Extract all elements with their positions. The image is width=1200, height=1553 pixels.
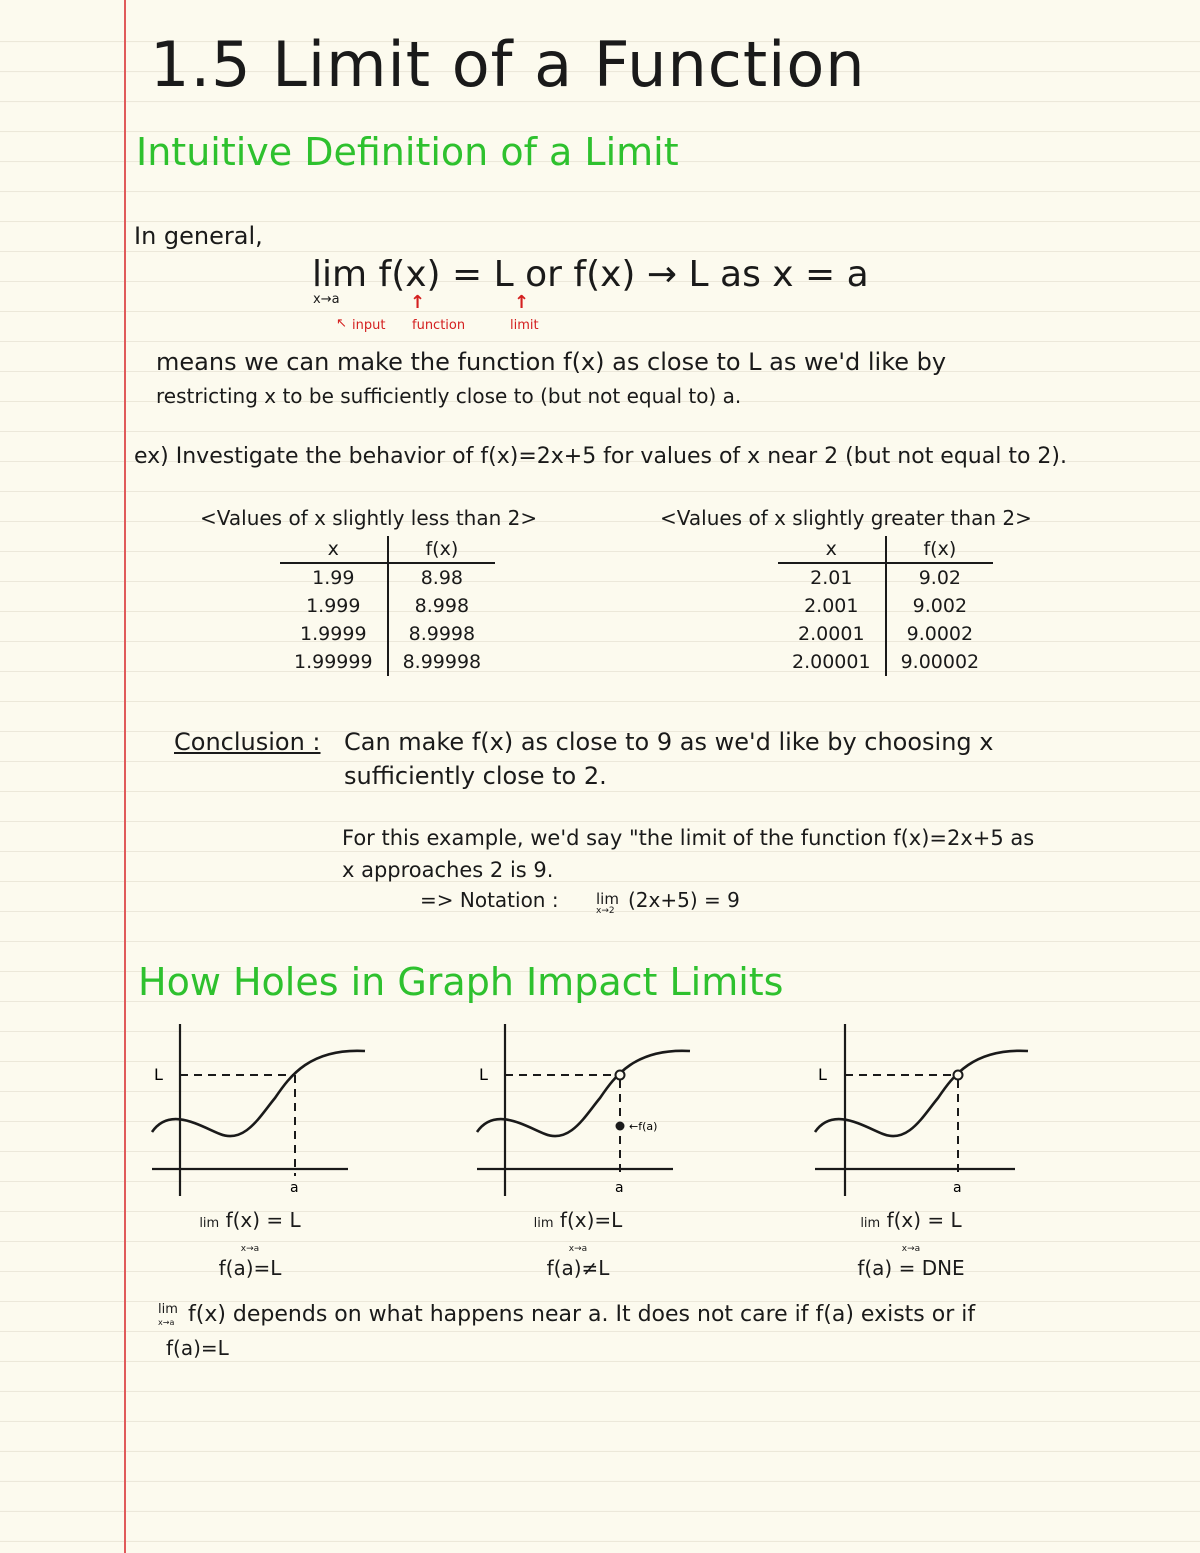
notation-lim: lim bbox=[596, 890, 619, 908]
example-say-line-2: x approaches 2 is 9. bbox=[342, 858, 554, 882]
page-title: 1.5 Limit of a Function bbox=[150, 28, 866, 101]
table-row bbox=[778, 563, 993, 592]
graph-1-svg bbox=[140, 1016, 380, 1201]
graph-3-cap-line2: f(a) = DNE bbox=[857, 1256, 965, 1280]
graph-3-svg bbox=[800, 1016, 1040, 1201]
graph-1-L-label: L bbox=[154, 1065, 163, 1084]
table-row bbox=[280, 563, 495, 592]
graph-3-cap-sub: x→a bbox=[901, 1244, 921, 1254]
graph-3-cap-lim: lim bbox=[860, 1216, 881, 1231]
graph-1-a-label: a bbox=[290, 1180, 299, 1196]
left-table-caption: <Values of x slightly less than 2> bbox=[200, 506, 538, 530]
table-cell: 2.01 bbox=[778, 563, 886, 592]
table-row bbox=[280, 648, 495, 676]
graph-3-a-label: a bbox=[953, 1180, 962, 1196]
table-cell: 2.0001 bbox=[778, 620, 886, 648]
graph-2-hole-point bbox=[616, 1071, 625, 1080]
table-row bbox=[778, 620, 993, 648]
table-cell: 9.0002 bbox=[906, 623, 974, 645]
table-cell: 2.00001 bbox=[778, 648, 886, 676]
example-prompt: ex) Investigate the behavior of f(x)=2x+5 for values of x near 2 (but not equal to 2). bbox=[134, 444, 1067, 469]
table-cell: 1.999 bbox=[280, 592, 388, 620]
table-cell: 2.001 bbox=[778, 592, 886, 620]
caret-function-icon: ↑ bbox=[410, 292, 426, 313]
right-table-header-fx: f(x) bbox=[886, 536, 994, 563]
example-say-line-1: For this example, we'd say "the limit of the function f(x)=2x+5 as bbox=[342, 826, 1035, 850]
graph-3-L-label: L bbox=[818, 1065, 827, 1084]
conclusion-line-2: sufficiently close to 2. bbox=[344, 762, 607, 790]
graph-2-a-label: a bbox=[615, 1180, 624, 1196]
graph-2-L-label: L bbox=[479, 1065, 488, 1084]
note-input: input bbox=[352, 318, 386, 333]
graph-2-cap-line1: f(x)=L bbox=[559, 1208, 623, 1232]
graph-3-caption bbox=[846, 1208, 976, 1280]
conclusion-label: Conclusion : bbox=[174, 728, 321, 756]
table-row bbox=[778, 592, 993, 620]
footer-line-1: f(x) depends on what happens near a. It does not care if f(a) exists or if bbox=[188, 1302, 976, 1327]
notation-sub: x→2 bbox=[596, 906, 615, 916]
footer-sub: x→a bbox=[158, 1318, 175, 1327]
footer-lim: lim bbox=[158, 1302, 178, 1317]
section-heading-intuitive: Intuitive Definition of a Limit bbox=[136, 130, 679, 174]
limit-formula-subscript: x→a bbox=[313, 292, 340, 307]
means-line-1: means we can make the function f(x) as close to L as we'd like by bbox=[156, 348, 947, 376]
in-general-text: In general, bbox=[134, 222, 263, 250]
section-heading-holes: How Holes in Graph Impact Limits bbox=[138, 960, 784, 1004]
table-cell: 1.99999 bbox=[280, 648, 388, 676]
table-cell: 9.02 bbox=[918, 567, 962, 589]
graph-2 bbox=[465, 1016, 705, 1205]
arrow-input-icon: ↖ bbox=[336, 316, 347, 331]
table-cell: 8.98 bbox=[420, 567, 464, 589]
graph-2-cap-sub: x→a bbox=[568, 1244, 588, 1254]
notation-label: => Notation : bbox=[420, 888, 559, 912]
graph-2-filled-point bbox=[616, 1122, 625, 1131]
left-table-header-x: x bbox=[280, 536, 388, 563]
left-table-block bbox=[200, 506, 537, 676]
left-table-header-fx: f(x) bbox=[388, 536, 496, 563]
conclusion-line-1: Can make f(x) as close to 9 as we'd like by choosing x bbox=[344, 728, 994, 756]
notation-expr: (2x+5) = 9 bbox=[628, 888, 740, 912]
graph-1 bbox=[140, 1016, 380, 1205]
table-row bbox=[280, 592, 495, 620]
table-cell: 1.9999 bbox=[280, 620, 388, 648]
table-cell: 1.99 bbox=[280, 563, 388, 592]
table-row bbox=[280, 620, 495, 648]
table-row bbox=[778, 648, 993, 676]
table-cell: 8.998 bbox=[414, 595, 470, 617]
graph-1-caption bbox=[190, 1208, 310, 1280]
caret-limit-icon: ↑ bbox=[514, 292, 530, 313]
graph-1-cap-line1: f(x) = L bbox=[225, 1208, 301, 1232]
left-values-table bbox=[280, 536, 495, 676]
right-table-caption: <Values of x slightly greater than 2> bbox=[660, 506, 1032, 530]
graph-2-point-label: ←f(a) bbox=[629, 1120, 658, 1133]
table-cell: 8.9998 bbox=[408, 623, 476, 645]
limit-formula: lim f(x) = L or f(x) → L as x = a bbox=[312, 254, 869, 295]
footer-line-2: f(a)=L bbox=[166, 1336, 229, 1360]
graph-1-cap-sub: x→a bbox=[240, 1244, 260, 1254]
margin-line bbox=[124, 0, 126, 1553]
table-cell: 9.00002 bbox=[900, 651, 980, 673]
graph-2-svg bbox=[465, 1016, 705, 1201]
note-limit: limit bbox=[510, 318, 539, 333]
table-cell: 8.99998 bbox=[402, 651, 482, 673]
right-table-block bbox=[660, 506, 1032, 676]
graph-2-cap-line2: f(a)≠L bbox=[546, 1256, 610, 1280]
note-function: function bbox=[412, 318, 466, 333]
graph-3 bbox=[800, 1016, 1040, 1205]
table-cell: 9.002 bbox=[912, 595, 968, 617]
graph-2-cap-lim: lim bbox=[533, 1216, 554, 1231]
graph-3-cap-line1: f(x) = L bbox=[886, 1208, 962, 1232]
graph-3-hole-point bbox=[954, 1071, 963, 1080]
graph-1-cap-lim: lim bbox=[199, 1216, 220, 1231]
graph-1-cap-line2: f(a)=L bbox=[218, 1256, 282, 1280]
right-table-header-x: x bbox=[778, 536, 886, 563]
right-values-table bbox=[778, 536, 993, 676]
graph-2-caption bbox=[518, 1208, 638, 1280]
means-line-2: restricting x to be sufficiently close to (but not equal to) a. bbox=[156, 384, 742, 408]
